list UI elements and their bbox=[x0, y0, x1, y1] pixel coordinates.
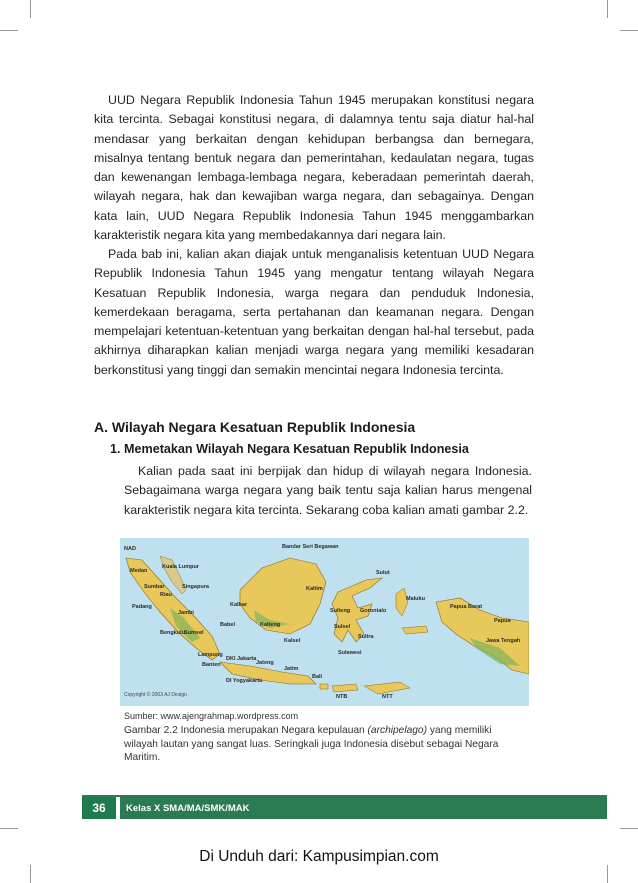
map-label: DI Yogyakarta bbox=[226, 678, 263, 684]
map-label: Padang bbox=[132, 604, 152, 610]
page-number: 36 bbox=[82, 797, 116, 819]
map-label: Jatim bbox=[284, 666, 299, 672]
crop-mark bbox=[607, 0, 608, 18]
chapter-overview-paragraph: Pada bab ini, kalian akan diajak untuk menganalisis ketentuan UUD Negara Republik Indonesia Tahun 1945 yang mengatur tentang wilayah Negara Kesatuan Republik Indonesia, warga negara dan penduduk Indonesia, kemerdekaan beragama, serta pertahanan dan keamanan negara. Dengan mempelajari ketentuan-ketentuan yang berkaitan dengan hal-hal tersebut, pada akhirnya diharapkan kalian menjadi warga negara yang memiliki kesadaran berkonstitusi yang tinggi dan semakin mencintai negara Indonesia tercinta. bbox=[94, 247, 534, 377]
map-label: Kuala Lumpur bbox=[162, 564, 199, 570]
map-label: Babel bbox=[220, 622, 235, 628]
map-label: Kalbar bbox=[230, 602, 248, 608]
map-label: Jawa Tengah bbox=[486, 638, 521, 644]
crop-mark bbox=[607, 865, 608, 883]
map-label: NTT bbox=[382, 694, 393, 700]
book-title-bar: Kelas X SMA/MA/SMK/MAK bbox=[120, 797, 607, 819]
map-label: Sulteng bbox=[330, 608, 351, 614]
map-label: Sumbar bbox=[144, 584, 165, 590]
intro-paragraph: UUD Negara Republik Indonesia Tahun 1945 merupakan konstitusi negara kita tercinta. Sebagai konstitusi negara, di dalamnya tentu saja diatur hal-hal mendasar yang berkaitan dengan kehidupan berbangsa dan bernegara, misalnya tentang bentuk negara dan pemerintahan, kedaulatan negara, tugas dan kewenangan lembaga-lembaga negara, keberadaan pemerintah daerah, wilayah negara, hak dan kewajiban warga negara, dan sebagainya. Dengan kata lain, UUD Negara Republik Indonesia Tahun 1945 menggambarkan karakteristik negara kita yang membedakannya dari negara lain. bbox=[94, 93, 534, 243]
map-label: Sulsel bbox=[334, 624, 351, 630]
map-copyright: Copyright © 2003 AJ Design bbox=[124, 692, 187, 698]
figure-caption bbox=[124, 724, 524, 765]
map-label: Kalteng bbox=[260, 622, 281, 628]
map-label: Sumsel bbox=[184, 630, 204, 636]
map-label: Papua Barat bbox=[450, 604, 483, 610]
indonesia-map bbox=[120, 538, 529, 706]
map-label: Sultra bbox=[358, 634, 374, 640]
ntt-islands bbox=[364, 682, 410, 694]
map-label: Kalsel bbox=[284, 638, 301, 644]
map-label: Kaltim bbox=[306, 586, 323, 592]
map-label: Maluku bbox=[406, 596, 425, 602]
crop-mark bbox=[30, 0, 31, 18]
map-label: Papua bbox=[494, 618, 511, 624]
map-label: Bengkulu bbox=[160, 630, 186, 636]
map-label: Lampung bbox=[198, 652, 223, 658]
map-label: Bandar Seri Begawan bbox=[282, 544, 339, 550]
map-label: Singapura bbox=[182, 584, 209, 590]
subsection-paragraph: Kalian pada saat ini berpijak dan hidup di wilayah negara Indonesia. Sebagaimana warga negara yang baik tentu saja kalian harus mengenal karakteristik negara kita tercinta. Sekarang coba kalian amati gambar 2.2. bbox=[124, 464, 532, 517]
map-label: NAD bbox=[124, 546, 136, 552]
map-label: Jambi bbox=[178, 610, 194, 616]
crop-mark bbox=[620, 30, 638, 31]
map-label: Banten bbox=[202, 662, 221, 668]
map-label: Sulut bbox=[376, 570, 390, 576]
map-label: Gorontalo bbox=[360, 608, 387, 614]
indonesia-map-figure bbox=[120, 538, 529, 706]
map-label: NTB bbox=[336, 694, 348, 700]
map-label: Sulawesi bbox=[338, 650, 362, 656]
caption-italic-term: (archipelago) bbox=[367, 725, 427, 736]
caption-text: Gambar 2.2 Indonesia merupakan Negara kepulauan bbox=[124, 725, 368, 736]
map-label: Jateng bbox=[256, 660, 274, 666]
crop-mark bbox=[30, 865, 31, 883]
crop-mark bbox=[0, 30, 18, 31]
maluku-islands bbox=[396, 588, 408, 616]
map-label: DKI Jakarta bbox=[226, 656, 257, 662]
map-label: Medan bbox=[130, 568, 148, 574]
map-label: Bali bbox=[312, 674, 323, 680]
crop-mark bbox=[0, 828, 18, 829]
bali-island bbox=[320, 684, 328, 689]
figure-source: Sumber: www.ajengrahmap.wordpress.com bbox=[124, 711, 299, 721]
map-label: Riau bbox=[160, 592, 172, 598]
section-heading: A. Wilayah Negara Kesatuan Republik Indonesia bbox=[94, 419, 416, 435]
ntb-islands bbox=[332, 684, 358, 692]
caption-text-end: yang memiliki wilayah lautan yang sangat luas. Seringkali juga Indonesia disebut sebagai Negara Maritim. bbox=[124, 725, 499, 763]
subsection-heading: 1. Memetakan Wilayah Negara Kesatuan Republik Indonesia bbox=[110, 442, 469, 456]
crop-mark bbox=[620, 828, 638, 829]
borneo-island bbox=[240, 558, 326, 634]
seram-island bbox=[402, 626, 428, 634]
download-credit: Di Unduh dari: Kampusimpian.com bbox=[199, 848, 439, 865]
